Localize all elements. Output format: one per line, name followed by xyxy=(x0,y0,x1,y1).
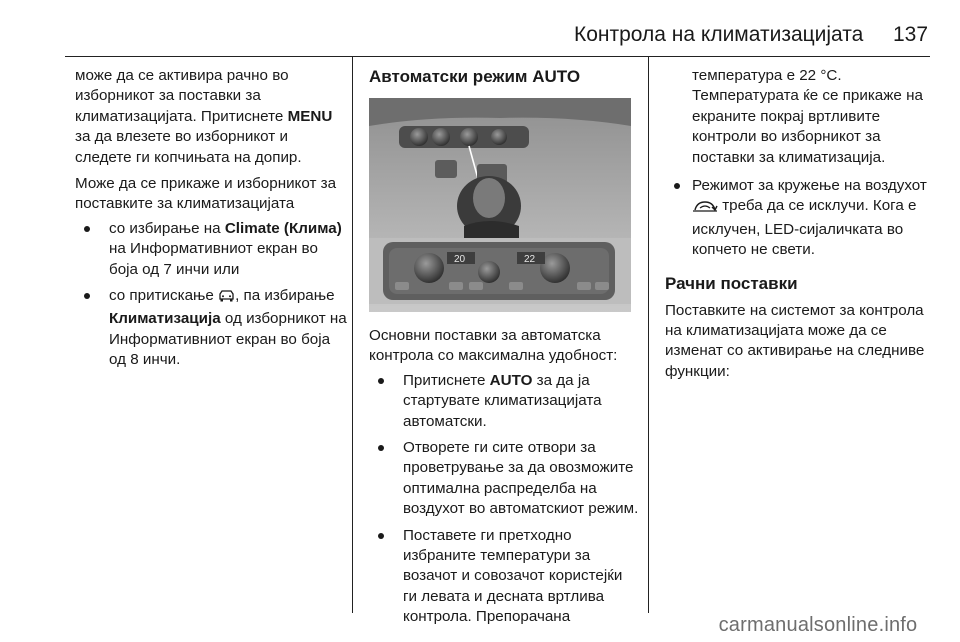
climate-keyword: Climate (Клима) xyxy=(224,219,342,237)
list-item: Поставете ги претходно избраните температури за возачот и совозачот користејќи ги левата и десната вртлива контрола. Препорачана xyxy=(369,526,639,628)
car-screen-icon xyxy=(218,289,235,309)
photo-right-temp: 22 xyxy=(524,254,536,265)
col3-continuation: температура е 22 °C. Температурата ќе се прикаже на екраните покрај вртливите контроли во изборникот за поставки за климатизација. xyxy=(692,67,923,166)
col1-bullet-list xyxy=(75,219,347,371)
list-item: со притискање , па избирање Климатизација од изборникот на Информативниот екран во боја од 8 инчи. xyxy=(75,286,347,371)
list-item: Режимот за кружење на воздухот треба да се исклучи. Кога е исклучен, LED-сијаличката во копчето не свети. xyxy=(665,176,933,261)
col3-bullet-list xyxy=(665,176,933,261)
air-recirculation-icon xyxy=(692,199,718,219)
col2-intro: Основни поставки за автоматска контрола со максимална удобност: xyxy=(369,327,618,365)
col1-paragraph-2: Може да се прикаже и изборникот за поставките за климатизацијата xyxy=(75,175,337,213)
climate-control-photo xyxy=(369,98,631,312)
header-rule xyxy=(65,56,930,57)
manual-settings-heading: Рачни поставки xyxy=(665,273,798,293)
auto-keyword: AUTO xyxy=(489,371,533,389)
list-item: Отворете ги сите отвори за проветрување за да овозможите оптимална распределба на воздухот во автоматскиот режим. xyxy=(369,438,639,520)
col3-paragraph: Поставките на системот за контрола на климатизацијата може да се изменат со активирање на следниве функции: xyxy=(665,301,925,380)
col1-paragraph-1: може да се активира рачно во изборникот за поставки за климатизацијата. Притиснете MENU за да влезете во изборникот и следете ги копчињата на допир. xyxy=(75,67,333,166)
climatization-keyword: Климатизација xyxy=(109,310,221,328)
photo-left-temp: 20 xyxy=(454,254,466,265)
auto-mode-heading: Автоматски режим AUTO xyxy=(369,67,581,86)
column-divider-left xyxy=(352,57,353,613)
column-3 xyxy=(665,66,933,382)
header-title: Контрола на климатизацијата xyxy=(574,23,864,46)
column-divider-right xyxy=(648,57,649,613)
list-item: со избирање на Climate (Клима) на Информативниот екран во боја од 7 инчи или xyxy=(75,219,347,280)
list-item: Притиснете AUTO за да ја стартувате климатизацијата автоматски. xyxy=(369,371,639,432)
page-number: 137 xyxy=(893,23,929,46)
menu-keyword: MENU xyxy=(287,107,333,125)
col2-bullet-list xyxy=(369,371,639,628)
column-2 xyxy=(369,66,639,634)
column-1 xyxy=(75,66,347,377)
watermark: carmanualsonline.info xyxy=(718,613,918,636)
